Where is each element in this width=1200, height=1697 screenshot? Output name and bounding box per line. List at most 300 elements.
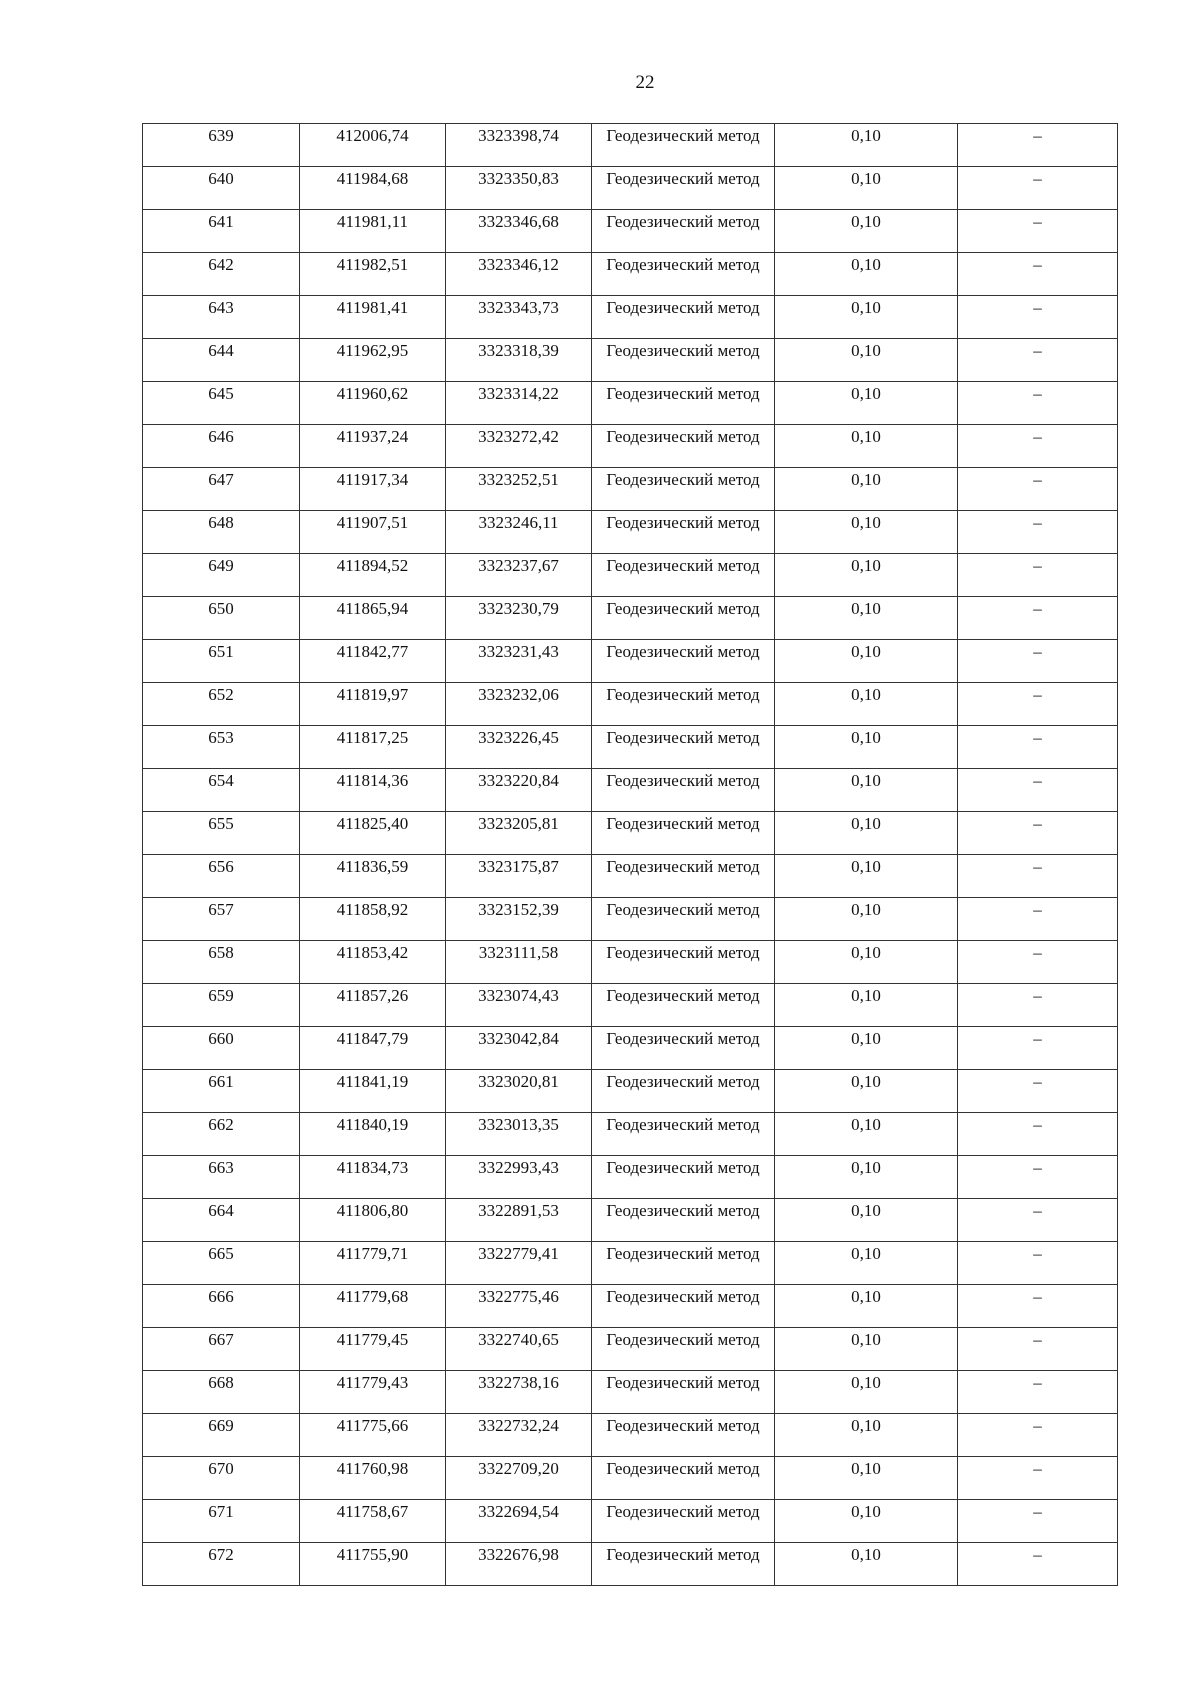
x-coordinate-cell (300, 1500, 446, 1543)
cell-text: – (1033, 1201, 1042, 1220)
cell-text: Геодезический метод (606, 1244, 760, 1263)
cell-text: – (1033, 1459, 1042, 1478)
cell-text: 3322779,41 (478, 1244, 559, 1263)
cell-text: 3322775,46 (478, 1287, 559, 1306)
cell-text: 0,10 (851, 986, 881, 1005)
note-cell (958, 1500, 1118, 1543)
cell-text: 411865,94 (336, 599, 409, 618)
point-number-cell (143, 941, 300, 984)
cell-text: 411775,66 (336, 1416, 409, 1435)
note-cell (958, 124, 1118, 167)
cell-text: 645 (208, 384, 234, 403)
note-cell (958, 1027, 1118, 1070)
table-row (143, 1070, 1118, 1113)
table-row (143, 1500, 1118, 1543)
point-number-cell (143, 382, 300, 425)
cell-text: 663 (208, 1158, 234, 1177)
cell-text: Геодезический метод (606, 771, 760, 790)
point-number-cell (143, 339, 300, 382)
accuracy-cell (775, 425, 958, 468)
method-cell (592, 769, 775, 812)
point-number-cell (143, 1285, 300, 1328)
method-cell (592, 1113, 775, 1156)
note-cell (958, 898, 1118, 941)
cell-text: 411819,97 (336, 685, 409, 704)
x-coordinate-cell (300, 898, 446, 941)
method-cell (592, 898, 775, 941)
cell-text: 0,10 (851, 1201, 881, 1220)
y-coordinate-cell (446, 941, 592, 984)
point-number-cell (143, 1500, 300, 1543)
cell-text: 411779,71 (336, 1244, 409, 1263)
cell-text: 3323020,81 (478, 1072, 559, 1091)
cell-text: 3323343,73 (478, 298, 559, 317)
table-row (143, 554, 1118, 597)
cell-text: Геодезический метод (606, 642, 760, 661)
cell-text: 643 (208, 298, 234, 317)
cell-text: 0,10 (851, 1029, 881, 1048)
x-coordinate-cell (300, 984, 446, 1027)
x-coordinate-cell (300, 769, 446, 812)
cell-text: 661 (208, 1072, 234, 1091)
y-coordinate-cell (446, 984, 592, 1027)
cell-text: 3322738,16 (478, 1373, 559, 1392)
y-coordinate-cell (446, 167, 592, 210)
cell-text: 3323346,68 (478, 212, 559, 231)
cell-text: 411907,51 (336, 513, 409, 532)
cell-text: 0,10 (851, 341, 881, 360)
cell-text: 640 (208, 169, 234, 188)
x-coordinate-cell (300, 726, 446, 769)
y-coordinate-cell (446, 1414, 592, 1457)
cell-text: Геодезический метод (606, 298, 760, 317)
cell-text: – (1033, 1072, 1042, 1091)
cell-text: 3323111,58 (478, 943, 559, 962)
table-row (143, 1027, 1118, 1070)
table-row (143, 941, 1118, 984)
cell-text: 671 (208, 1502, 234, 1521)
accuracy-cell (775, 812, 958, 855)
cell-text: 647 (208, 470, 234, 489)
cell-text: 668 (208, 1373, 234, 1392)
cell-text: 659 (208, 986, 234, 1005)
table-row (143, 339, 1118, 382)
cell-text: Геодезический метод (606, 1502, 760, 1521)
x-coordinate-cell (300, 1156, 446, 1199)
cell-text: 0,10 (851, 1244, 881, 1263)
accuracy-cell (775, 1457, 958, 1500)
accuracy-cell (775, 1285, 958, 1328)
cell-text: 3323246,11 (478, 513, 559, 532)
note-cell (958, 855, 1118, 898)
y-coordinate-cell (446, 1113, 592, 1156)
point-number-cell (143, 1070, 300, 1113)
point-number-cell (143, 253, 300, 296)
note-cell (958, 1242, 1118, 1285)
cell-text: 3322676,98 (478, 1545, 559, 1564)
cell-text: 3323220,84 (478, 771, 559, 790)
cell-text: 0,10 (851, 771, 881, 790)
cell-text: 3322732,24 (478, 1416, 559, 1435)
note-cell (958, 769, 1118, 812)
point-number-cell (143, 984, 300, 1027)
cell-text: 411836,59 (336, 857, 409, 876)
cell-text: 0,10 (851, 212, 881, 231)
cell-text: – (1033, 900, 1042, 919)
cell-text: 660 (208, 1029, 234, 1048)
method-cell (592, 1543, 775, 1586)
cell-text: 3322709,20 (478, 1459, 559, 1478)
cell-text: 411858,92 (336, 900, 409, 919)
cell-text: 0,10 (851, 642, 881, 661)
cell-text: 0,10 (851, 728, 881, 747)
cell-text: 0,10 (851, 169, 881, 188)
point-number-cell (143, 124, 300, 167)
point-number-cell (143, 726, 300, 769)
accuracy-cell (775, 1371, 958, 1414)
accuracy-cell (775, 1543, 958, 1586)
cell-text: 411779,68 (336, 1287, 409, 1306)
cell-text: 3323152,39 (478, 900, 559, 919)
cell-text: Геодезический метод (606, 1115, 760, 1134)
point-number-cell (143, 425, 300, 468)
cell-text: – (1033, 728, 1042, 747)
note-cell (958, 339, 1118, 382)
method-cell (592, 855, 775, 898)
note-cell (958, 640, 1118, 683)
cell-text: – (1033, 685, 1042, 704)
table-row (143, 1156, 1118, 1199)
cell-text: 672 (208, 1545, 234, 1564)
y-coordinate-cell (446, 511, 592, 554)
cell-text: 3323318,39 (478, 341, 559, 360)
x-coordinate-cell (300, 339, 446, 382)
cell-text: Геодезический метод (606, 814, 760, 833)
point-number-cell (143, 296, 300, 339)
x-coordinate-cell (300, 1070, 446, 1113)
cell-text: 411962,95 (336, 341, 409, 360)
cell-text: – (1033, 943, 1042, 962)
accuracy-cell (775, 1500, 958, 1543)
point-number-cell (143, 898, 300, 941)
x-coordinate-cell (300, 1285, 446, 1328)
method-cell (592, 1500, 775, 1543)
note-cell (958, 253, 1118, 296)
cell-text: 411847,79 (336, 1029, 409, 1048)
method-cell (592, 511, 775, 554)
accuracy-cell (775, 1113, 958, 1156)
cell-text: 411806,80 (336, 1201, 409, 1220)
table-row (143, 769, 1118, 812)
cell-text: 654 (208, 771, 234, 790)
cell-text: Геодезический метод (606, 599, 760, 618)
cell-text: 639 (208, 126, 234, 145)
x-coordinate-cell (300, 1543, 446, 1586)
cell-text: 411758,67 (336, 1502, 409, 1521)
accuracy-cell (775, 1199, 958, 1242)
cell-text: 669 (208, 1416, 234, 1435)
cell-text: 0,10 (851, 1330, 881, 1349)
point-number-cell (143, 511, 300, 554)
table-row (143, 726, 1118, 769)
x-coordinate-cell (300, 1242, 446, 1285)
cell-text: – (1033, 1373, 1042, 1392)
x-coordinate-cell (300, 554, 446, 597)
note-cell (958, 296, 1118, 339)
method-cell (592, 1199, 775, 1242)
table-row (143, 1113, 1118, 1156)
point-number-cell (143, 1027, 300, 1070)
cell-text: Геодезический метод (606, 1287, 760, 1306)
point-number-cell (143, 554, 300, 597)
table-row (143, 1242, 1118, 1285)
cell-text: 0,10 (851, 513, 881, 532)
cell-text: – (1033, 341, 1042, 360)
y-coordinate-cell (446, 812, 592, 855)
note-cell (958, 1156, 1118, 1199)
y-coordinate-cell (446, 382, 592, 425)
x-coordinate-cell (300, 468, 446, 511)
y-coordinate-cell (446, 1242, 592, 1285)
cell-text: 653 (208, 728, 234, 747)
note-cell (958, 511, 1118, 554)
x-coordinate-cell (300, 1199, 446, 1242)
accuracy-cell (775, 382, 958, 425)
cell-text: – (1033, 1287, 1042, 1306)
cell-text: 3323175,87 (478, 857, 559, 876)
cell-text: 411779,45 (336, 1330, 409, 1349)
point-number-cell (143, 1113, 300, 1156)
x-coordinate-cell (300, 1371, 446, 1414)
cell-text: – (1033, 642, 1042, 661)
x-coordinate-cell (300, 812, 446, 855)
point-number-cell (143, 1457, 300, 1500)
cell-text: 3323237,67 (478, 556, 559, 575)
table-row (143, 1371, 1118, 1414)
cell-text: Геодезический метод (606, 1029, 760, 1048)
method-cell (592, 1027, 775, 1070)
cell-text: Геодезический метод (606, 1201, 760, 1220)
method-cell (592, 597, 775, 640)
cell-text: Геодезический метод (606, 1373, 760, 1392)
cell-text: – (1033, 427, 1042, 446)
point-number-cell (143, 855, 300, 898)
x-coordinate-cell (300, 941, 446, 984)
y-coordinate-cell (446, 468, 592, 511)
point-number-cell (143, 1328, 300, 1371)
y-coordinate-cell (446, 726, 592, 769)
table-row (143, 812, 1118, 855)
cell-text: 0,10 (851, 1158, 881, 1177)
y-coordinate-cell (446, 124, 592, 167)
accuracy-cell (775, 855, 958, 898)
cell-text: 0,10 (851, 1502, 881, 1521)
cell-text: 411814,36 (336, 771, 409, 790)
y-coordinate-cell (446, 1543, 592, 1586)
table-row (143, 683, 1118, 726)
point-number-cell (143, 1242, 300, 1285)
cell-text: 642 (208, 255, 234, 274)
cell-text: 0,10 (851, 556, 881, 575)
cell-text: Геодезический метод (606, 1459, 760, 1478)
cell-text: 3323350,83 (478, 169, 559, 188)
y-coordinate-cell (446, 253, 592, 296)
x-coordinate-cell (300, 511, 446, 554)
cell-text: – (1033, 556, 1042, 575)
note-cell (958, 1070, 1118, 1113)
cell-text: 3323042,84 (478, 1029, 559, 1048)
cell-text: 0,10 (851, 470, 881, 489)
cell-text: 412006,74 (336, 126, 409, 145)
cell-text: 3322694,54 (478, 1502, 559, 1521)
cell-text: Геодезический метод (606, 1545, 760, 1564)
cell-text: 3323205,81 (478, 814, 559, 833)
x-coordinate-cell (300, 210, 446, 253)
point-number-cell (143, 769, 300, 812)
point-number-cell (143, 210, 300, 253)
accuracy-cell (775, 296, 958, 339)
accuracy-cell (775, 984, 958, 1027)
method-cell (592, 554, 775, 597)
cell-text: Геодезический метод (606, 126, 760, 145)
y-coordinate-cell (446, 1199, 592, 1242)
y-coordinate-cell (446, 339, 592, 382)
cell-text: – (1033, 255, 1042, 274)
point-number-cell (143, 597, 300, 640)
accuracy-cell (775, 1242, 958, 1285)
x-coordinate-cell (300, 683, 446, 726)
y-coordinate-cell (446, 769, 592, 812)
cell-text: 411894,52 (336, 556, 409, 575)
cell-text: 411840,19 (336, 1115, 409, 1134)
cell-text: 3323226,45 (478, 728, 559, 747)
cell-text: Геодезический метод (606, 212, 760, 231)
cell-text: 411960,62 (336, 384, 409, 403)
cell-text: 411842,77 (336, 642, 409, 661)
cell-text: Геодезический метод (606, 1158, 760, 1177)
accuracy-cell (775, 253, 958, 296)
cell-text: Геодезический метод (606, 900, 760, 919)
point-number-cell (143, 468, 300, 511)
method-cell (592, 253, 775, 296)
accuracy-cell (775, 769, 958, 812)
note-cell (958, 382, 1118, 425)
cell-text: 3322891,53 (478, 1201, 559, 1220)
accuracy-cell (775, 597, 958, 640)
cell-text: 0,10 (851, 1459, 881, 1478)
point-number-cell (143, 640, 300, 683)
y-coordinate-cell (446, 855, 592, 898)
cell-text: 411917,34 (336, 470, 409, 489)
cell-text: 411984,68 (336, 169, 409, 188)
cell-text: 0,10 (851, 1545, 881, 1564)
method-cell (592, 210, 775, 253)
note-cell (958, 1457, 1118, 1500)
cell-text: 411857,26 (336, 986, 409, 1005)
x-coordinate-cell (300, 124, 446, 167)
cell-text: Геодезический метод (606, 470, 760, 489)
note-cell (958, 726, 1118, 769)
cell-text: Геодезический метод (606, 169, 760, 188)
cell-text: 0,10 (851, 384, 881, 403)
accuracy-cell (775, 640, 958, 683)
method-cell (592, 1242, 775, 1285)
accuracy-cell (775, 210, 958, 253)
cell-text: – (1033, 986, 1042, 1005)
note-cell (958, 425, 1118, 468)
y-coordinate-cell (446, 210, 592, 253)
cell-text: 658 (208, 943, 234, 962)
note-cell (958, 984, 1118, 1027)
y-coordinate-cell (446, 1457, 592, 1500)
note-cell (958, 1113, 1118, 1156)
cell-text: – (1033, 1244, 1042, 1263)
cell-text: Геодезический метод (606, 427, 760, 446)
cell-text: Геодезический метод (606, 556, 760, 575)
cell-text: 0,10 (851, 685, 881, 704)
y-coordinate-cell (446, 296, 592, 339)
cell-text: 0,10 (851, 126, 881, 145)
cell-text: 0,10 (851, 1072, 881, 1091)
method-cell (592, 167, 775, 210)
cell-text: 666 (208, 1287, 234, 1306)
x-coordinate-cell (300, 597, 446, 640)
cell-text: 664 (208, 1201, 234, 1220)
cell-text: 652 (208, 685, 234, 704)
cell-text: 411834,73 (336, 1158, 409, 1177)
cell-text: 3323346,12 (478, 255, 559, 274)
accuracy-cell (775, 1027, 958, 1070)
method-cell (592, 1414, 775, 1457)
cell-text: 0,10 (851, 1287, 881, 1306)
x-coordinate-cell (300, 1414, 446, 1457)
cell-text: 0,10 (851, 427, 881, 446)
cell-text: 0,10 (851, 1416, 881, 1435)
cell-text: 650 (208, 599, 234, 618)
cell-text: 670 (208, 1459, 234, 1478)
cell-text: – (1033, 857, 1042, 876)
note-cell (958, 554, 1118, 597)
y-coordinate-cell (446, 425, 592, 468)
note-cell (958, 1328, 1118, 1371)
note-cell (958, 1414, 1118, 1457)
cell-text: – (1033, 384, 1042, 403)
cell-text: Геодезический метод (606, 685, 760, 704)
cell-text: 411817,25 (336, 728, 409, 747)
method-cell (592, 1156, 775, 1199)
point-number-cell (143, 812, 300, 855)
y-coordinate-cell (446, 683, 592, 726)
cell-text: 3323013,35 (478, 1115, 559, 1134)
table-row (143, 898, 1118, 941)
cell-text: 3323232,06 (478, 685, 559, 704)
cell-text: Геодезический метод (606, 1330, 760, 1349)
cell-text: 649 (208, 556, 234, 575)
cell-text: 0,10 (851, 943, 881, 962)
x-coordinate-cell (300, 382, 446, 425)
note-cell (958, 210, 1118, 253)
y-coordinate-cell (446, 1027, 592, 1070)
cell-text: 655 (208, 814, 234, 833)
method-cell (592, 296, 775, 339)
y-coordinate-cell (446, 597, 592, 640)
x-coordinate-cell (300, 640, 446, 683)
accuracy-cell (775, 468, 958, 511)
method-cell (592, 468, 775, 511)
coordinates-table (142, 123, 1118, 1586)
table-row (143, 296, 1118, 339)
note-cell (958, 468, 1118, 511)
